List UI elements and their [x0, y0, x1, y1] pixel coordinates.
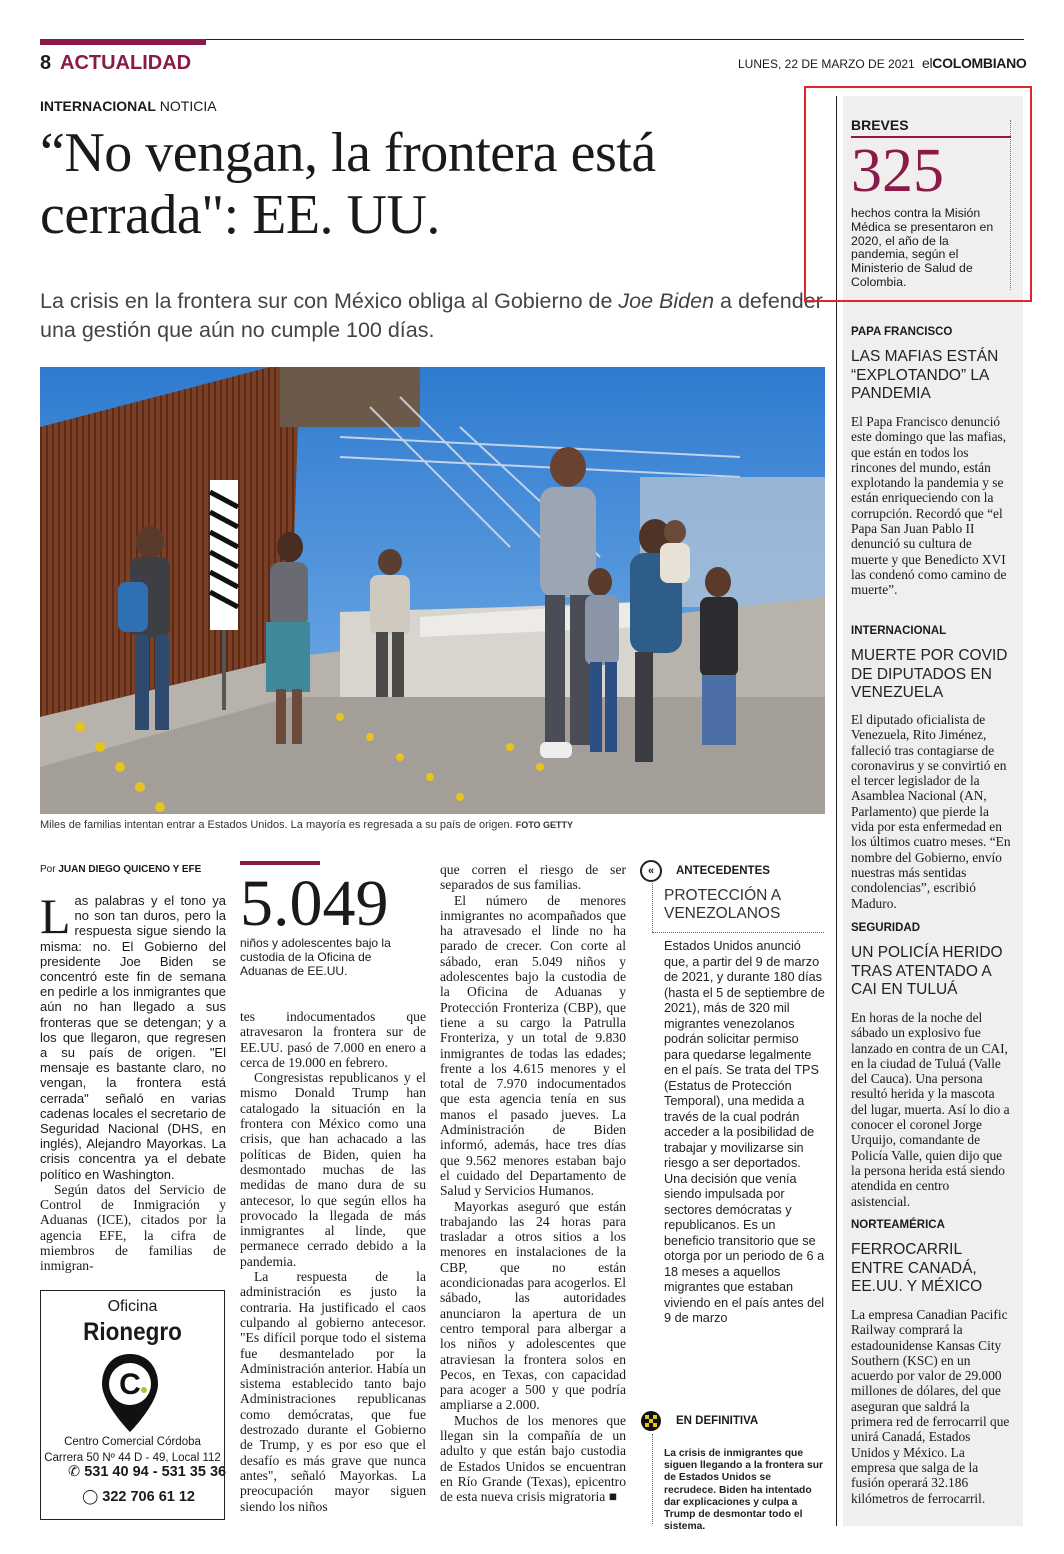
issue-date: LUNES, 22 DE MARZO DE 2021	[738, 57, 915, 71]
checker-icon	[640, 1410, 662, 1432]
deck-part-1: La crisis en la frontera sur con México obliga al Gobierno de	[40, 289, 619, 313]
drop-cap: L	[40, 888, 71, 944]
section-accent-bar	[40, 39, 206, 45]
brief-category: NORTEAMÉRICA	[851, 1219, 945, 1231]
photo-credit: FOTO GETTY	[515, 820, 574, 830]
paragraph: El número de menores inmigrantes no acompañados que ha atravesado el linde no ha parado de crecer. Con corte al sábado, eran 5.049 niños y adolescentes bajo la custodia de la Oficina de Aduanas y Protección Fronteriza (CBP), que tiene a su cargo la Patrulla Fronteriza, y un total de 9.830 inmigrantes de todas las edades; frente a los 4.615 menores y el total de 7.970 indocumentados que esta agencia tenía en sus manos el pasado jueves. La Administración de Biden informó, además, hace tres días que 9.562 menores estaban bajo el cuidado del Departamento de Salud y Servicios Humanos.	[440, 892, 626, 1199]
antecedentes-rule	[652, 932, 824, 934]
brief-title: UN POLICÍA HERIDO TRAS ATENTADO A CAI EN TULUÁ	[851, 944, 1003, 998]
section-name: ACTUALIDAD	[60, 52, 192, 74]
breves-number: 325	[851, 137, 944, 205]
phone-icon: ✆	[68, 1464, 85, 1480]
brief-category: PAPA FRANCISCO	[851, 326, 953, 338]
sidebar-rule	[836, 96, 837, 1526]
ad-phones	[68, 1464, 226, 1480]
whatsapp-icon: ◯	[82, 1489, 103, 1505]
brief-title: LAS MAFIAS ESTÁN “EXPLOTANDO” LA PANDEMIA	[851, 348, 999, 402]
byline	[40, 864, 201, 875]
ad-whatsapp	[82, 1489, 195, 1505]
ad-office: Oficina	[107, 1298, 158, 1315]
stat-accent-bar	[240, 861, 320, 865]
article-column-1	[40, 888, 226, 1274]
breves-label: BREVES	[851, 117, 909, 133]
paragraph: La respuesta de la administración es justo la contraria. Ha justificado el caos culpando al gobierno antecesor. "Es difícil porque todo el sistema fue desmantelado por la Administración anterior. Había un sistema establecido tanto bajo Administraciones republicanas como demócratas, que fue destrozado durante el Gobierno de Trump, y es por eso que el desafío es más grave que nunca antes", señaló Mayorkas. La preocupación mayor siguen siendo los niños	[240, 1269, 426, 1514]
brand-logo	[922, 55, 1027, 71]
paragraph: tes indocumentados que atravesaron la frontera sur de EE.UU. pasó de 7.000 en enero a cerca de 19.000 en febrero.	[240, 1009, 426, 1070]
caption-text: Miles de familias intentan entrar a Estados Unidos. La mayoría es regresada a su país de origen.	[40, 819, 516, 831]
breves-text: hechos contra la Misión Médica se presentaron en 2020, el año de la pandemia, según el Ministerio de Salud de Colombia.	[851, 206, 994, 289]
article-column-2	[240, 1009, 426, 1514]
stat-number: 5.049	[240, 867, 389, 940]
brief-text: La empresa Canadian Pacific Railway comprará la estadounidense Kansas City Southern (KSC) en un acuerdo por valor de 29.000 millones de dólares, del que aseguran que saldrá la primera red de ferrocarril que unirá Canadá, Estados Unidos y México. La empresa que salga de la fusión operará 32.186 kilómetros de ferrocarril.	[851, 1307, 1010, 1506]
byline-authors: JUAN DIEGO QUICENO Y EFE	[58, 864, 202, 875]
antecedentes-body: Estados Unidos anunció que, a partir del 9 de marzo de 2021, y durante 180 días (hasta el 5 de septiembre de 2021), más de 320 mil migrantes venezolanos podrán solicitar permiso para quedarse legalmente en el país. Se trata del TPS (Estatus de Protección Temporal), una medida a través de la cual podrán acceder a la posibilidad de trabajar y movilizarse sin riesgo a ser deportados. Una decisión que venía siendo impulsada por sectores demócratas y republicanos. Es un beneficio transitorio que se otorga por un periodo de 6 a 18 meses a aquellos migrantes que estaban viviendo en el país antes del 9 de marzo	[664, 939, 825, 1325]
antecedentes-label: ANTECEDENTES	[676, 865, 770, 877]
stat-description: niños y adolescentes bajo la custodia de la Oficina de Aduanas de EE.UU.	[240, 936, 391, 978]
photo-caption	[40, 819, 573, 831]
ad-whatsapp-number: 322 706 61 12	[102, 1489, 195, 1505]
logo-letter: C	[119, 1368, 141, 1401]
deck-part-2: a defender una gestión que aún no cumple 100 días.	[40, 289, 823, 342]
brief-title: MUERTE POR COVID DE DIPUTADOS EN VENEZUELA	[851, 647, 1008, 701]
brief-category: INTERNACIONAL	[851, 625, 947, 637]
brand-name: COLOMBIANO	[932, 55, 1027, 71]
ad-phone-numbers: 531 40 94 - 531 35 36	[84, 1464, 227, 1480]
brief-category: SEGURIDAD	[851, 922, 921, 934]
paragraph: Según datos del Servicio de Control de Inmigración y Aduanas (ICE), citados por la agencia EFE, la cifra de miembros de familias de inmigran-	[40, 1181, 226, 1274]
article-headline: “No vengan, la frontera está cerrada": EE. UU.	[40, 122, 656, 246]
article-photo	[40, 367, 825, 814]
en-definitiva-label: EN DEFINITIVA	[676, 1415, 759, 1427]
brief-text: El Papa Francisco denunció este domingo que las mafias, que están en todos los rincones del mundo, están explotando la pandemia y se están enriqueciendo con la corrupción. Recordó que “el Papa San Juan Pablo II denunció su cultura de muerte y que Benedicto XVI las condenó como camino de muerte”.	[851, 414, 1007, 598]
brand-prefix: el	[922, 55, 933, 71]
antecedentes-title: PROTECCIÓN A VENEZOLANOS	[664, 887, 781, 922]
chevrons-icon: «	[640, 860, 662, 882]
article-column-3	[440, 862, 626, 1504]
byline-prefix: Por	[40, 864, 59, 875]
page-number: 8	[40, 52, 52, 74]
paragraph: Muchos de los menores que llegan sin la compañía de un adulto y que están bajo custodia de Estados Unidos se encuentran en Río Grande (Texas), epicentro de esta nueva crisis migratoria ■	[440, 1412, 626, 1505]
paragraph: que corren el riesgo de ser separados de sus familias.	[440, 862, 626, 893]
kicker-type: NOTICIA	[155, 98, 217, 114]
brief-text: En horas de la noche del sábado un explosivo fue lanzado en contra de un CAI, en la ciudad de Tuluá (Valle del Cauca). Una persona resultó herida y la mascota del lugar, muerta. Así lo dio a conocer el coronel Jorge Urquijo, comandante de Policía Valle, quien dijo que la persona herida está siendo atendida en centro asistencial.	[851, 1010, 1010, 1209]
paragraph: Congresistas republicanos y el mismo Donald Trump han catalogado la situación en la frontera con México como una crisis, que han achacado a las políticas de Biden, quien ha desmontado muchas de las medidas de mano dura de su antecesor, lo que según ellos ha provocado la llegada de más inmigrantes al linde, que permanece cerrado debido a la pandemia.	[240, 1070, 426, 1269]
paragraph: Mayorkas aseguró que están trabajando las 24 horas para trasladar a otros sitios a los menores en instalaciones de la CBP, que no están acondicionadas para acogerlos. El sábado, las autoridades anunciaron la apertura de un centro temporal para albergar a los niños y adolescentes que atraviesan la frontera solos en Pecos, en Texas, con capacidad para acoger a 500 y que podría ampliarse a 2.000.	[440, 1198, 626, 1413]
paragraph: as palabras y el tono ya no son tan duros, pero la respuesta sigue siendo la misma: no. El Gobierno del presidente Joe Biden se concentró este fin de semana en pedirle a los inmigrantes que aún no han llegado a sus fronteras que se detengan; y a los que llegaron, que regresen a su país de origen. "El mensaje es bastante claro, no vengan, la frontera está cerrada" señaló en varias cadenas locales el secretario de Seguridad Nacional (DHS, en inglés), Alejandro Mayorkas. La crisis concentra ya el debate político en Washington.	[40, 893, 226, 1182]
brief-title: FERROCARRIL ENTRE CANADÁ, EE.UU. Y MÉXICO	[851, 1241, 983, 1295]
kicker-section: INTERNACIONAL	[40, 98, 156, 114]
highlight-frame	[804, 86, 1032, 302]
en-definitiva-text: La crisis de inmigrantes que siguen llegando a la frontera sur de Estados Unidos se recrudece. Biden ha intentado dar explicaciones y culpa a Trump de desmontar todo el sistema.	[664, 1448, 824, 1533]
ad-address-line-2: Carrera 50 Nº 44 D - 49, Local 112	[44, 1452, 221, 1464]
article-deck	[40, 287, 830, 345]
ad-city: Rionegro	[83, 1318, 182, 1346]
location-pin-logo-icon	[98, 1352, 162, 1434]
ad-address-line-1: Centro Comercial Córdoba	[64, 1436, 201, 1448]
deck-name: Joe Biden	[618, 289, 715, 313]
antecedentes-side-rule	[652, 881, 654, 932]
brief-text: El diputado oficialista de Venezuela, Rito Jiménez, falleció tras contagiarse de coronavirus y se convirtió en el tercer legislador de la Asamblea Nacional (AN, Parlamento) que pierde la vida por esta enfermedad en los últimos cuatro meses. “En nombre del Gobierno, envío nuestras más sentidas condolencias”, escribió Maduro.	[851, 712, 1011, 911]
article-kicker	[40, 98, 217, 114]
